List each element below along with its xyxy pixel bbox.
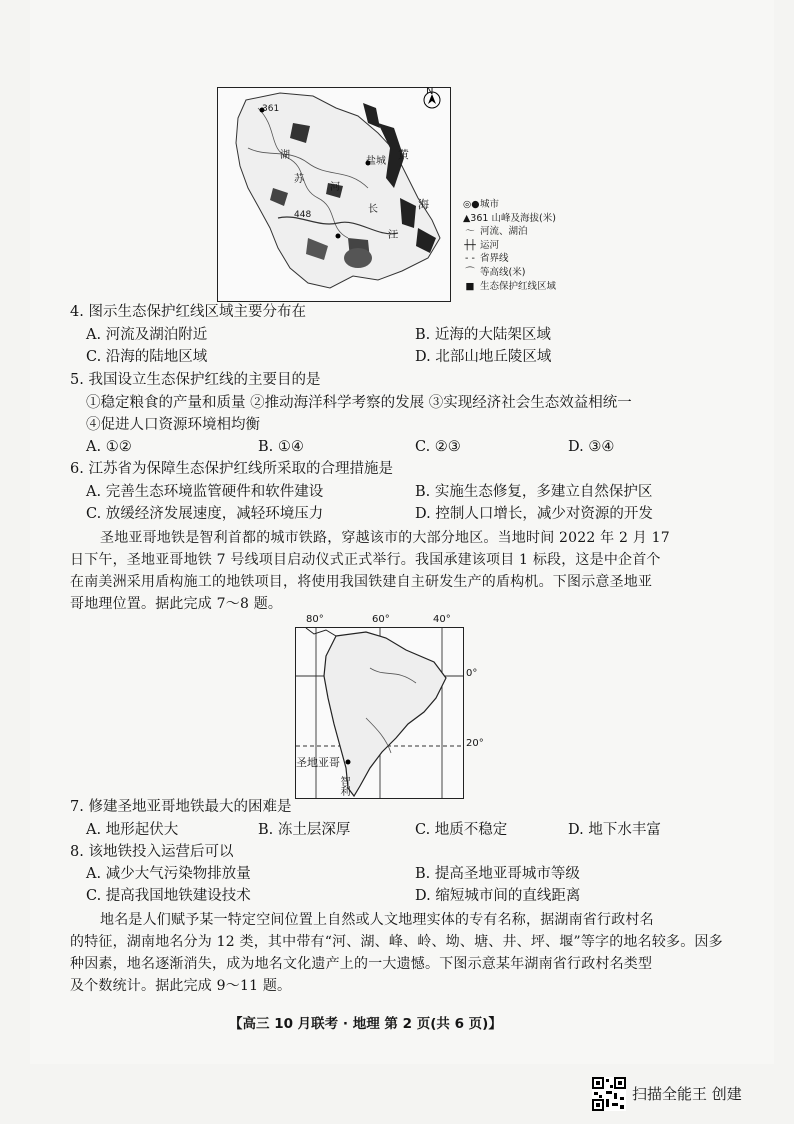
south-america-map <box>295 627 464 799</box>
lat-label: 0° <box>466 668 478 679</box>
q8-option-d[interactable]: D. 缩短城市间的直线距离 <box>415 888 581 904</box>
qr-code-icon <box>592 1077 626 1111</box>
map-label-su: 苏 <box>294 174 304 185</box>
passage2-line: 种因素，地名逐渐消失，成为地名文化遗产上的一大遗憾。下图示意某年湖南省行政村名类型 <box>70 956 653 972</box>
q4-stem: 4. 图示生态保护红线区域主要分布在 <box>70 304 306 320</box>
page-footer: 【高三 10 月联考 · 地理 第 2 页(共 6 页)】 <box>229 1016 502 1032</box>
lon-label: 80° <box>306 614 324 625</box>
q7-option-a[interactable]: A. 地形起伏大 <box>86 822 179 838</box>
q5-option-a[interactable]: A. ①② <box>86 439 132 455</box>
map-label-chang: 长 <box>368 204 378 215</box>
passage2-line: 及个数统计。据此完成 9～11 题。 <box>70 978 292 994</box>
lon-label: 60° <box>372 614 390 625</box>
passage1-line: 哥地理位置。据此完成 7～8 题。 <box>70 596 283 612</box>
q7-option-c[interactable]: C. 地质不稳定 <box>415 822 508 838</box>
legend-item: ～ 河流、湖泊 <box>465 226 528 238</box>
passage1-line: 圣地亚哥地铁是智利首都的城市铁路，穿越该市的大部分地区。当地时间 2022 年 2 月 17 <box>100 530 670 546</box>
q5-option-d[interactable]: D. ③④ <box>568 439 615 455</box>
q5-option-b[interactable]: B. ①④ <box>258 439 304 455</box>
legend-item: - - 省界线 <box>465 253 509 265</box>
q6-stem: 6. 江苏省为保障生态保护红线所采取的合理措施是 <box>70 461 393 477</box>
q7-option-b[interactable]: B. 冻土层深厚 <box>258 822 351 838</box>
q5-statements-line2: ④促进人口资源环境相均衡 <box>86 417 260 433</box>
scanner-watermark: 扫描全能王 创建 <box>632 1085 742 1103</box>
q5-statements-line1: ①稳定粮食的产量和质量 ②推动海洋科学考察的发展 ③实现经济社会生态效益相统一 <box>86 395 632 411</box>
legend-item: ▲361 山峰及海拔(米) <box>463 212 556 224</box>
passage2-line: 地名是人们赋予某一特定空间位置上自然或人文地理实体的专有名称，据湖南省行政村名 <box>100 912 654 928</box>
q5-stem: 5. 我国设立生态保护红线的主要目的是 <box>70 372 321 388</box>
map-label-he: 河 <box>330 182 340 193</box>
chile-label: 智利 <box>338 776 349 796</box>
q7-option-d[interactable]: D. 地下水丰富 <box>568 822 661 838</box>
passage1-line: 在南美洲采用盾构施工的地铁项目，将使用我国铁建自主研发生产的盾构机。下图示意圣地亚 <box>70 574 653 590</box>
q4-option-a[interactable]: A. 河流及湖泊附近 <box>86 327 208 343</box>
q8-option-c[interactable]: C. 提高我国地铁建设技术 <box>86 888 251 904</box>
legend-item: ■ 生态保护红线区域 <box>465 280 557 292</box>
q8-option-a[interactable]: A. 减少大气污染物排放量 <box>86 866 251 882</box>
peak2-label: 448 <box>294 210 312 220</box>
passage1-line: 日下午，圣地亚哥地铁 7 号线项目启动仪式正式举行。我国承建该项目 1 标段，这是中企首个 <box>70 552 661 568</box>
peak-label: 361 <box>262 104 280 114</box>
legend-item: ┼┼ 运河 <box>464 239 500 251</box>
legend-item: ◎● 城市 <box>463 199 500 210</box>
lat-label: 20° <box>466 738 484 749</box>
q8-stem: 8. 该地铁投入运营后可以 <box>70 844 234 860</box>
south-america-map-drawing <box>296 628 463 798</box>
north-label: N <box>426 86 434 97</box>
q5-option-c[interactable]: C. ②③ <box>415 439 461 455</box>
jiangsu-map-drawing <box>218 88 450 301</box>
legend-item: ⌒ 等高线(米) <box>465 266 526 278</box>
lon-label: 40° <box>433 614 451 625</box>
q6-option-b[interactable]: B. 实施生态修复，多建立自然保护区 <box>415 484 653 500</box>
q6-option-d[interactable]: D. 控制人口增长，减少对资源的开发 <box>415 506 653 522</box>
q8-option-b[interactable]: B. 提高圣地亚哥城市等级 <box>415 866 580 882</box>
map-label-yancheng: 盐城 <box>366 156 386 167</box>
q4-option-d[interactable]: D. 北部山地丘陵区域 <box>415 349 552 365</box>
jiangsu-map <box>217 87 451 302</box>
map-legend <box>463 198 556 293</box>
map-label-jiang: 江 <box>388 230 398 241</box>
q6-option-c[interactable]: C. 放缓经济发展速度，减轻环境压力 <box>86 506 324 522</box>
q7-stem: 7. 修建圣地亚哥地铁最大的困难是 <box>70 799 292 815</box>
santiago-label: 圣地亚哥 <box>296 756 340 769</box>
map-label-huang: 黄 <box>398 148 409 161</box>
q4-option-b[interactable]: B. 近海的大陆架区域 <box>415 327 551 343</box>
passage2-line: 的特征，湖南地名分为 12 类，其中带有“河、湖、峰、岭、坳、塘、井、坪、堰”等字的地名较多。因多 <box>70 934 723 950</box>
q6-option-a[interactable]: A. 完善生态环境监管硬件和软件建设 <box>86 484 324 500</box>
q4-option-c[interactable]: C. 沿海的陆地区域 <box>86 349 208 365</box>
map-label-hai: 海 <box>418 198 429 211</box>
map-label-hu: 湖 <box>280 150 290 161</box>
